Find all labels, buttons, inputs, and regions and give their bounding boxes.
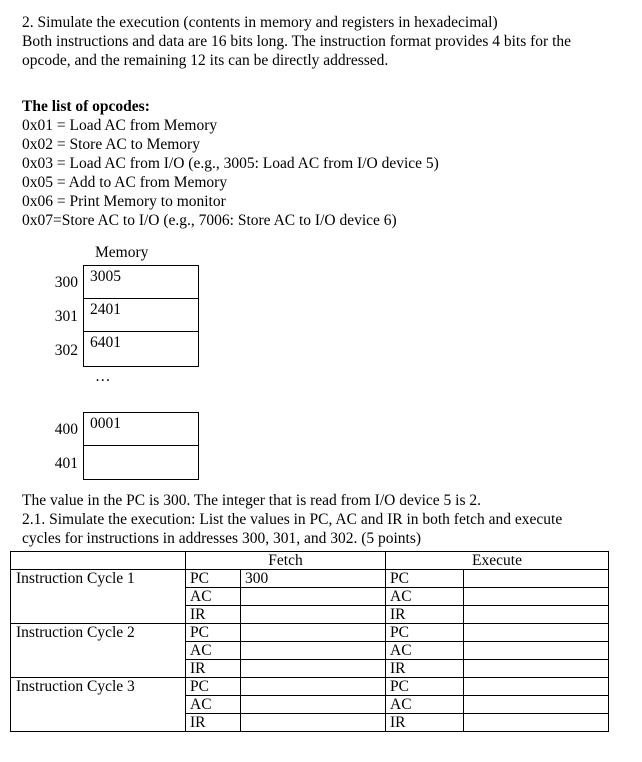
table-row — [11, 624, 609, 642]
register-label-ir: IR — [386, 660, 464, 678]
memory-value-column — [83, 265, 199, 367]
register-label-pc: PC — [386, 570, 464, 588]
execute-value-cell[interactable] — [464, 624, 609, 642]
memory-address-401: 401 — [54, 454, 78, 472]
opcode-item: 0x01 = Load AC from Memory — [22, 117, 218, 134]
memory-value-column — [83, 412, 199, 480]
intro-paragraph — [0, 13, 642, 70]
register-label-ir: IR — [186, 660, 241, 678]
memory-ellipsis: … — [95, 368, 113, 385]
memory-block-400s — [50, 412, 642, 480]
execute-value-cell[interactable] — [464, 606, 609, 624]
execute-value-cell[interactable] — [464, 714, 609, 732]
register-label-ac: AC — [386, 642, 464, 660]
memory-address-302: 302 — [54, 341, 78, 359]
memory-address-301: 301 — [54, 307, 78, 325]
question-2-1-line-2: cycles for instructions in addresses 300, 301, and 302. (5 points) — [22, 530, 422, 547]
memory-diagram — [50, 243, 642, 480]
fetch-value-cell[interactable] — [241, 678, 386, 696]
register-label-ir: IR — [186, 714, 241, 732]
memory-cell-301: 2401 — [84, 299, 198, 332]
execute-header: Execute — [386, 552, 609, 570]
opcode-item: 0x06 = Print Memory to monitor — [22, 193, 226, 210]
register-label-ac: AC — [386, 588, 464, 606]
register-label-pc: PC — [386, 624, 464, 642]
memory-cell-300: 3005 — [84, 266, 198, 299]
execute-value-cell[interactable] — [464, 660, 609, 678]
register-label-pc: PC — [386, 678, 464, 696]
intro-line-1: 2. Simulate the execution (contents in memory and registers in hexadecimal) — [22, 14, 498, 31]
fetch-header: Fetch — [186, 552, 386, 570]
fetch-value-cell[interactable] — [241, 624, 386, 642]
fetch-value-cell[interactable]: 300 — [241, 570, 386, 588]
cycle-1-label: Instruction Cycle 1 — [11, 570, 186, 624]
register-label-ir: IR — [386, 714, 464, 732]
cycle-2-label: Instruction Cycle 2 — [11, 624, 186, 678]
fetch-value-cell[interactable] — [241, 714, 386, 732]
execute-value-cell[interactable] — [464, 642, 609, 660]
execute-value-cell[interactable] — [464, 696, 609, 714]
intro-line-3: opcode, and the remaining 12 its can be directly addressed. — [22, 52, 389, 69]
opcode-list-heading: The list of opcodes: — [22, 98, 150, 115]
memory-cell-302: 6401 — [90, 334, 121, 351]
fetch-value-cell[interactable] — [241, 588, 386, 606]
register-label-ac: AC — [186, 696, 241, 714]
fetch-value-cell[interactable] — [241, 642, 386, 660]
table-row — [11, 570, 609, 588]
memory-cell-401 — [84, 446, 198, 479]
memory-address-300: 300 — [54, 273, 78, 291]
opcode-item: 0x05 = Add to AC from Memory — [22, 174, 228, 191]
register-label-ac: AC — [386, 696, 464, 714]
table-header-row — [11, 552, 609, 570]
register-label-pc: PC — [186, 678, 241, 696]
memory-address-400: 400 — [54, 420, 78, 438]
execute-value-cell[interactable] — [464, 678, 609, 696]
opcode-item: 0x07=Store AC to I/O (e.g., 7006: Store AC to I/O device 6) — [22, 212, 397, 229]
memory-title: Memory — [95, 244, 149, 261]
memory-cell-400: 0001 — [84, 413, 198, 446]
memory-address-column — [50, 412, 83, 480]
opcode-list — [0, 97, 642, 230]
fetch-value-cell[interactable] — [241, 606, 386, 624]
cycle-3-label: Instruction Cycle 3 — [11, 678, 186, 732]
question-paragraph — [0, 491, 642, 548]
question-2-1-line-1: 2.1. Simulate the execution: List the values in PC, AC and IR in both fetch and execute — [22, 511, 563, 528]
opcode-item: 0x02 = Store AC to Memory — [22, 136, 200, 153]
table-row — [11, 678, 609, 696]
register-label-ir: IR — [186, 606, 241, 624]
register-label-pc: PC — [186, 624, 241, 642]
opcode-item: 0x03 = Load AC from I/O (e.g., 3005: Load AC from I/O device 5) — [22, 155, 439, 172]
fetch-value-cell[interactable] — [241, 660, 386, 678]
memory-block-300s — [50, 265, 642, 367]
pc-note-line: The value in the PC is 300. The integer that is read from I/O device 5 is 2. — [22, 492, 482, 509]
register-label-ac: AC — [186, 588, 241, 606]
fetch-value-cell[interactable] — [241, 696, 386, 714]
register-label-ir: IR — [386, 606, 464, 624]
register-label-ac: AC — [186, 642, 241, 660]
execute-value-cell[interactable] — [464, 588, 609, 606]
table-corner-cell — [11, 552, 186, 570]
intro-line-2: Both instructions and data are 16 bits long. The instruction format provides 4 bits for the — [22, 33, 572, 50]
execute-value-cell[interactable] — [464, 570, 609, 588]
register-label-pc: PC — [186, 570, 241, 588]
simulation-table — [10, 551, 609, 732]
memory-address-column — [50, 265, 83, 367]
